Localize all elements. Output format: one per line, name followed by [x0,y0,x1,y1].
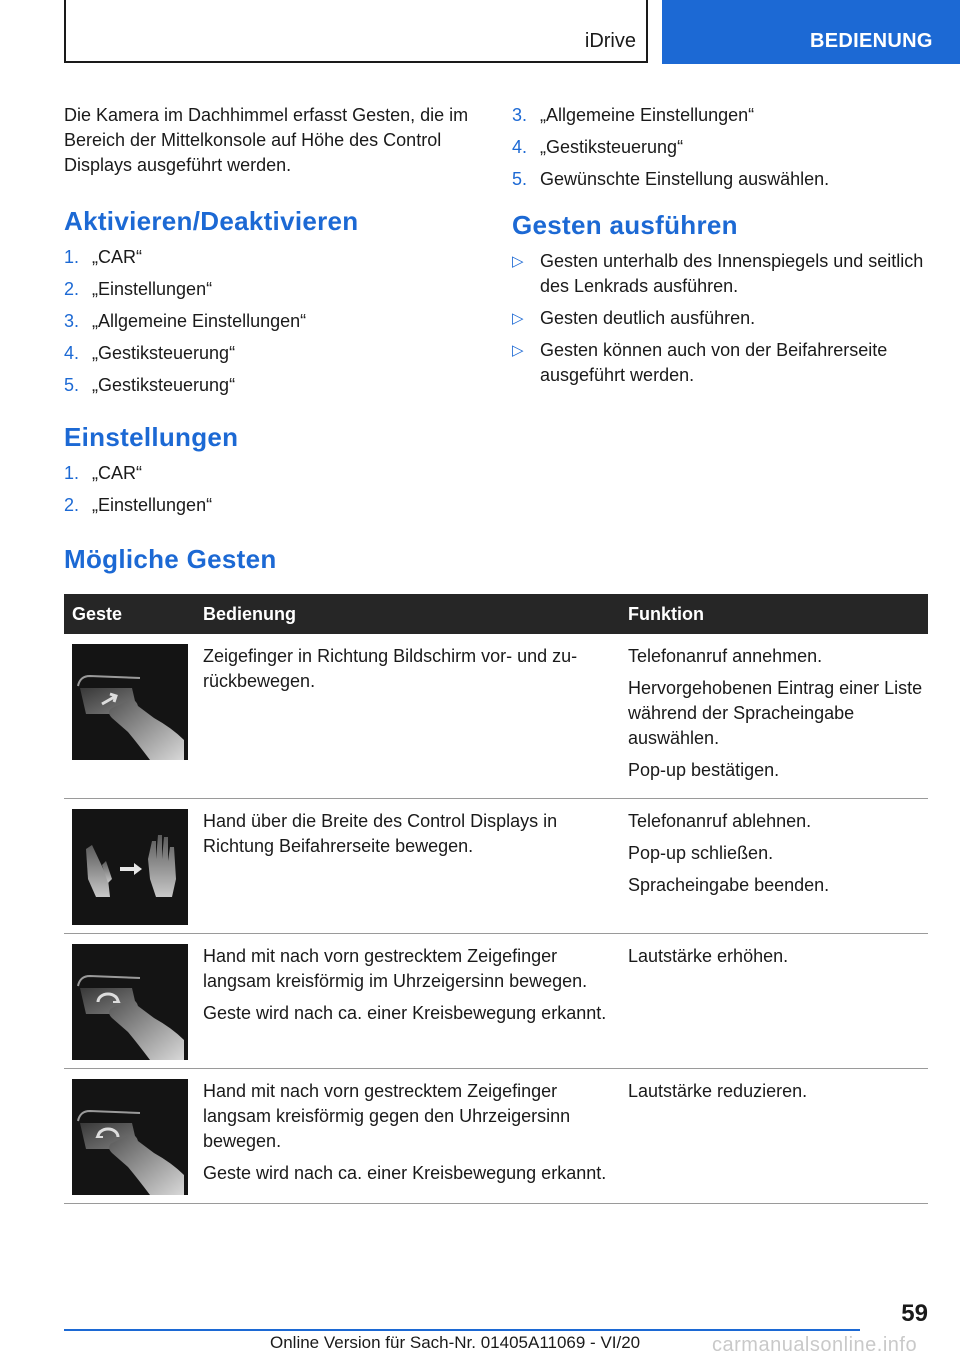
step-item [64,277,484,302]
table-row [64,799,928,934]
section-title: BEDIENUNG [810,30,933,52]
bedienung-text: Geste wird nach ca. einer Kreisbewegung erkannt. [203,1163,607,1183]
step-item [64,341,484,366]
heading-moegliche-gesten: Mögliche Gesten [64,544,277,574]
footer-divider [64,1329,860,1331]
table-header-row [64,594,928,634]
step-text: „Einstellungen“ [92,279,213,299]
step-item [512,167,932,192]
funktion-text: Pop-up bestätigen. [628,760,780,780]
funktion-text: Telefonanruf ablehnen. [628,811,812,831]
chapter-title: iDrive [584,30,636,52]
step-item [64,309,484,334]
bedienung-cell [189,799,614,934]
finger-circle-clockwise-gesture-icon [72,944,188,1060]
gesten-bullets [512,249,932,388]
step-number: 1. [64,247,80,267]
funktion-text: Pop-up schließen. [628,843,774,863]
step-text: „Gestiksteuerung“ [92,375,236,395]
gestures-table [64,594,928,1204]
bullet-item [512,338,932,388]
step-number: 1. [64,463,80,483]
hand-swipe-gesture-icon [72,809,188,925]
step-text: „Allgemeine Einstellungen“ [92,311,307,331]
funktion-text: Lautstärke erhöhen. [628,946,789,966]
bedienung-text: Hand mit nach vorn gestrecktem Zeigefinger langsam kreisförmig im Uhrzeigersinn bewegen. [203,946,588,991]
bullet-text: Gesten können auch von der Beifahrerseite ausgeführt werden. [540,340,888,385]
header-chapter-box [64,0,648,63]
step-number: 3. [512,105,528,125]
funktion-text: Lautstärke reduzieren. [628,1081,808,1101]
heading-gesten-ausfuehren: Gesten ausführen [512,210,738,240]
funktion-text: Spracheingabe beenden. [628,875,830,895]
step-text: „CAR“ [92,247,142,267]
step-number: 5. [64,375,80,395]
step-text: „Gestiksteuerung“ [92,343,236,363]
column-header-funktion: Funktion [614,594,928,634]
table-row [64,934,928,1069]
einstellungen-steps-part2 [512,103,932,192]
triangle-bullet-icon: ▷ [512,310,524,327]
step-text: Gewünschte Einstellung auswählen. [540,169,830,189]
step-number: 4. [64,343,80,363]
step-text: „Einstellungen“ [92,495,213,515]
step-number: 2. [64,495,80,515]
finger-circle-counterclockwise-gesture-icon [72,1079,188,1195]
gesture-cell [64,799,189,934]
step-item [64,461,484,486]
gesture-cell [64,934,189,1069]
funktion-cell [614,934,928,1069]
bullet-text: Gesten deutlich ausführen. [540,308,756,328]
step-text: „Gestiksteuerung“ [540,137,684,157]
bedienung-text: Zeigefinger in Richtung Bildschirm vor- und zurückbewegen. [203,646,578,691]
intro-paragraph: Die Kamera im Dachhimmel erfasst Gesten, die im Bereich der Mittelkonsole auf Höhe des Control Displays ausgeführt werden. [64,105,469,175]
right-column [512,103,932,395]
page-number: 59 [901,1300,928,1327]
watermark: carmanualsonline.info [712,1334,918,1356]
left-column [64,103,484,525]
step-text: „CAR“ [92,463,142,483]
step-item [512,103,932,128]
finger-push-gesture-icon [72,644,188,760]
heading-aktivieren: Aktivieren/Deaktivieren [64,206,359,236]
step-number: 4. [512,137,528,157]
bullet-item [512,249,932,299]
footer-version-text: Online Version für Sach-Nr. 01405A11069 - VI/20 [270,1333,641,1352]
step-number: 5. [512,169,528,189]
triangle-bullet-icon: ▷ [512,342,524,359]
step-item [512,135,932,160]
step-text: „Allgemeine Einstellungen“ [540,105,755,125]
column-header-bedienung: Bedienung [189,594,614,634]
bullet-text: Gesten unterhalb des Innenspiegels und seitlich des Lenkrads ausführen. [540,251,924,296]
step-item [64,245,484,270]
gesture-cell [64,634,189,799]
bullet-item [512,306,932,331]
triangle-bullet-icon: ▷ [512,253,524,270]
step-item [64,373,484,398]
funktion-cell [614,634,928,799]
column-header-geste: Geste [64,594,189,634]
step-number: 3. [64,311,80,331]
aktivieren-steps [64,245,484,398]
gesture-cell [64,1069,189,1204]
header-section-tab [662,0,960,64]
bedienung-cell [189,1069,614,1204]
funktion-cell [614,799,928,934]
table-row [64,634,928,799]
einstellungen-steps-part1 [64,461,484,518]
step-item [64,493,484,518]
bedienung-cell [189,634,614,799]
step-number: 2. [64,279,80,299]
bedienung-text: Hand mit nach vorn gestrecktem Zeigefinger langsam kreisförmig gegen den Uhrzeigersinn bewegen. [203,1081,571,1151]
funktion-text: Hervorgehobenen Eintrag einer Liste während der Spracheingabe auswählen. [628,678,923,748]
bedienung-text: Geste wird nach ca. einer Kreisbewegung erkannt. [203,1003,607,1023]
heading-einstellungen: Einstellungen [64,422,239,452]
table-row [64,1069,928,1204]
bedienung-cell [189,934,614,1069]
bedienung-text: Hand über die Breite des Control Displays in Richtung Beifahrerseite bewegen. [203,811,558,856]
funktion-text: Telefonanruf annehmen. [628,646,823,666]
funktion-cell [614,1069,928,1204]
